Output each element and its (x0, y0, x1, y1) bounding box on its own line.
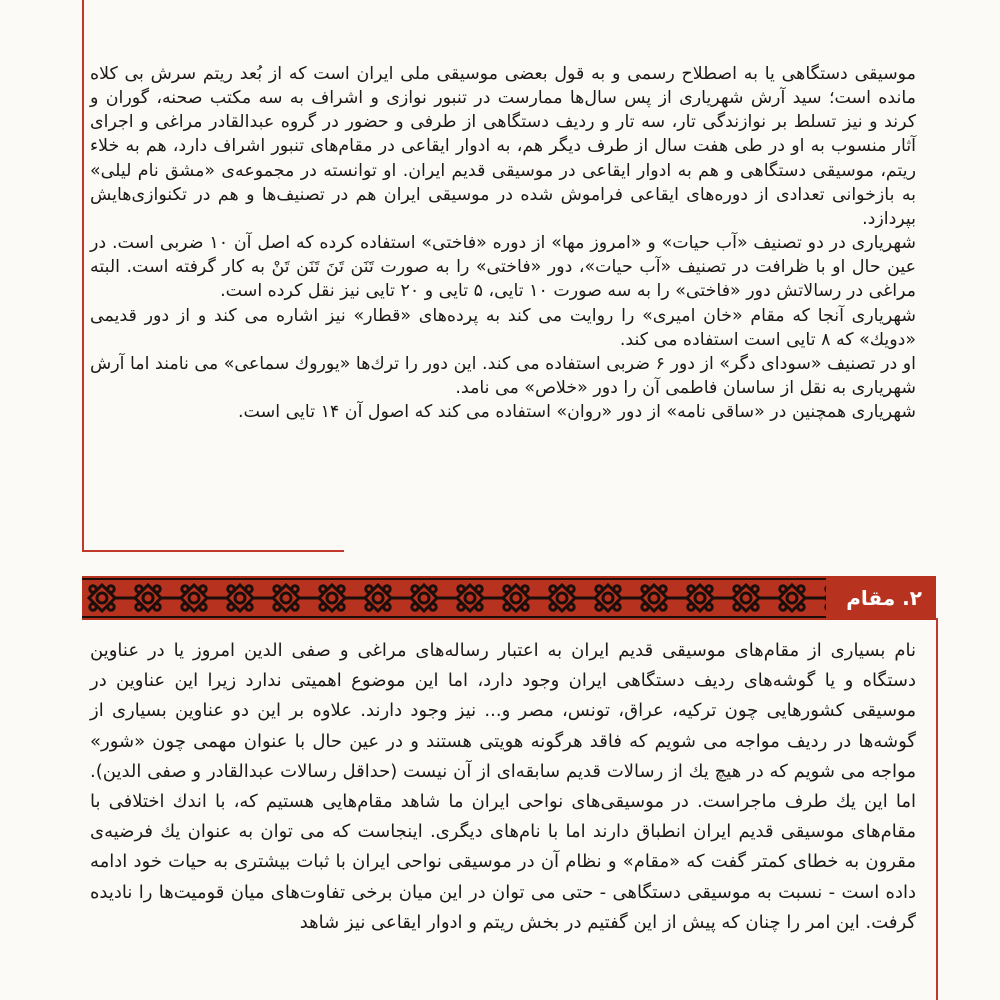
paragraph: شهریاری در دو تصنیف «آب حیات» و «امروز مها» از دوره «فاختی» استفاده کرده که اصل آن ۱۰ ضربی است. در عین حال او با ظرافت در تصنیف «آب حیات»، دور «فاختی» را به صورت تَنَن تَنَ تَنَن تَنْ به کار گرفته است. البته مراغی در رسالاتش دور «فاختی» را به سه صورت ۱۰ تایی، ۵ تایی و ۲۰ تایی نیز نقل کرده است. (90, 233, 916, 302)
ornament-knot (503, 585, 549, 611)
ornament-knot (135, 585, 181, 611)
ornament-knot (733, 585, 779, 611)
ornament-knot (457, 585, 503, 611)
ornamental-pattern (82, 576, 936, 620)
bottom-border-rule (82, 550, 344, 552)
ornament-knot (319, 585, 365, 611)
ornament-knot (549, 585, 595, 611)
ornament-knot (273, 585, 319, 611)
ornament-knot (181, 585, 227, 611)
paragraph: او در تصنیف «سودای دگر» از دور ۶ ضربی استفاده می کند. این دور را ترك‌ها «یوروك سماعی» می نامند اما آرش شهریاری به نقل از ساسان فاطمی آن را دور «خلاص» می نامد. (90, 353, 916, 399)
paragraph: شهریاری آنجا که مقام «خان امیری» را روایت می کند به پرده‌های «قطار» نیز اشاره می کند و از دور قدیمی «دویك» که ۸ تایی است استفاده می کند. (90, 305, 916, 350)
ornament-knot (89, 585, 135, 611)
ornament-border-bottom (82, 616, 936, 618)
ornament-knot (365, 585, 411, 611)
ornament-knot (227, 585, 273, 611)
paragraph: شهریاری همچنین در «ساقی نامه» از دور «روان» استفاده می کند که اصول آن ۱۴ تایی است. (238, 402, 916, 423)
ornament-knot (411, 585, 457, 611)
ornament-knot (687, 585, 733, 611)
section-heading: ۲. مقام (826, 576, 936, 620)
left-border-rule (82, 0, 84, 552)
ornament-knot (641, 585, 687, 611)
section-rhythm-text (90, 62, 916, 424)
section-heading-banner (82, 576, 936, 620)
ornament-border-top (82, 578, 936, 580)
paragraph: نام بسیاری از مقام‌های موسیقی قدیم ایران به اعتبار رساله‌های مراغی و صفی الدین امروز یا در عناوین دستگاه و یا گوشه‌های ردیف دستگاهی ایران وجود دارد، اما این موضوع اهمیتی ندارد زیرا این عناوین در موسیقی کشورهایی چون ترکیه، عراق، تونس، مصر و... نیز وجود دارند. علاوه بر این دو عناوین بسیاری از گوشه‌ها در ردیف مواجه می شویم که فاقد هرگونه هویتی هستند و در عین حال با عنوان مهمی چون «شور» مواجه می شویم که در هیچ یك از رسالات قدیم سابقه‌ای از آن نیست (حداقل رسالات عبدالقادر و صفی الدین). اما این یك طرف ماجراست. در موسیقی‌های نواحی ایران ما شاهد مقام‌هایی هستیم که، با اندك اختلافی با مقام‌های موسیقی قدیم ایران انطباق دارند اما با نام‌های دیگری. اینجاست که می توان به عنوان یك فرضیه‌ی مقرون به خطای کمتر گفت که «مقام» و نظام آن در موسیقی نواحی ایران با ثبات بیشتری به حیات خود ادامه داده است - نسبت به موسیقی دستگاهی - حتی می توان در این میان برخی تفاوت‌های میان قومیت‌ها را نادیده گرفت. این امر را چنان که پیش از این گفتیم در بخش ریتم و ادوار ایقاعی نیز شاهد (90, 640, 916, 933)
right-border-rule (936, 618, 938, 1000)
paragraph: موسیقی دستگاهی یا به اصطلاح رسمی و به قول بعضی موسیقی ملی ایران است که از بُعد ریتم سرش بی کلاه مانده است؛ سید آرش شهریاری از پس سال‌ها ممارست در تنبور نوازی و اشراف به سه مکتب صحنه، گوران و کرند و نیز تسلط بر نوازندگی تار، سه تار و ردیف دستگاهی از طرفی و حضور در گروه عبدالقادر مراغی و اجرای آثار منسوب به او در طی هفت سال از طرف دیگر هم، به ادوار ایقاعی در مقام‌های تنبور اشراف دارد، هم به خلاء ریتم، موسیقی دستگاهی و هم به ادوار ایقاعی در موسیقی قدیم ایران. او توانسته در مجموعه‌ی «مشق نام لیلی» به بازخوانی تعدادی از دوره‌های ایقاعی فراموش شده در موسیقی ایران هم در تصنیف‌ها و هم در تکنوازی‌هایش بپردازد. (90, 64, 916, 229)
ornament-knot (779, 585, 825, 611)
section-maqam-text (90, 636, 916, 938)
ornament-knot (595, 585, 641, 611)
